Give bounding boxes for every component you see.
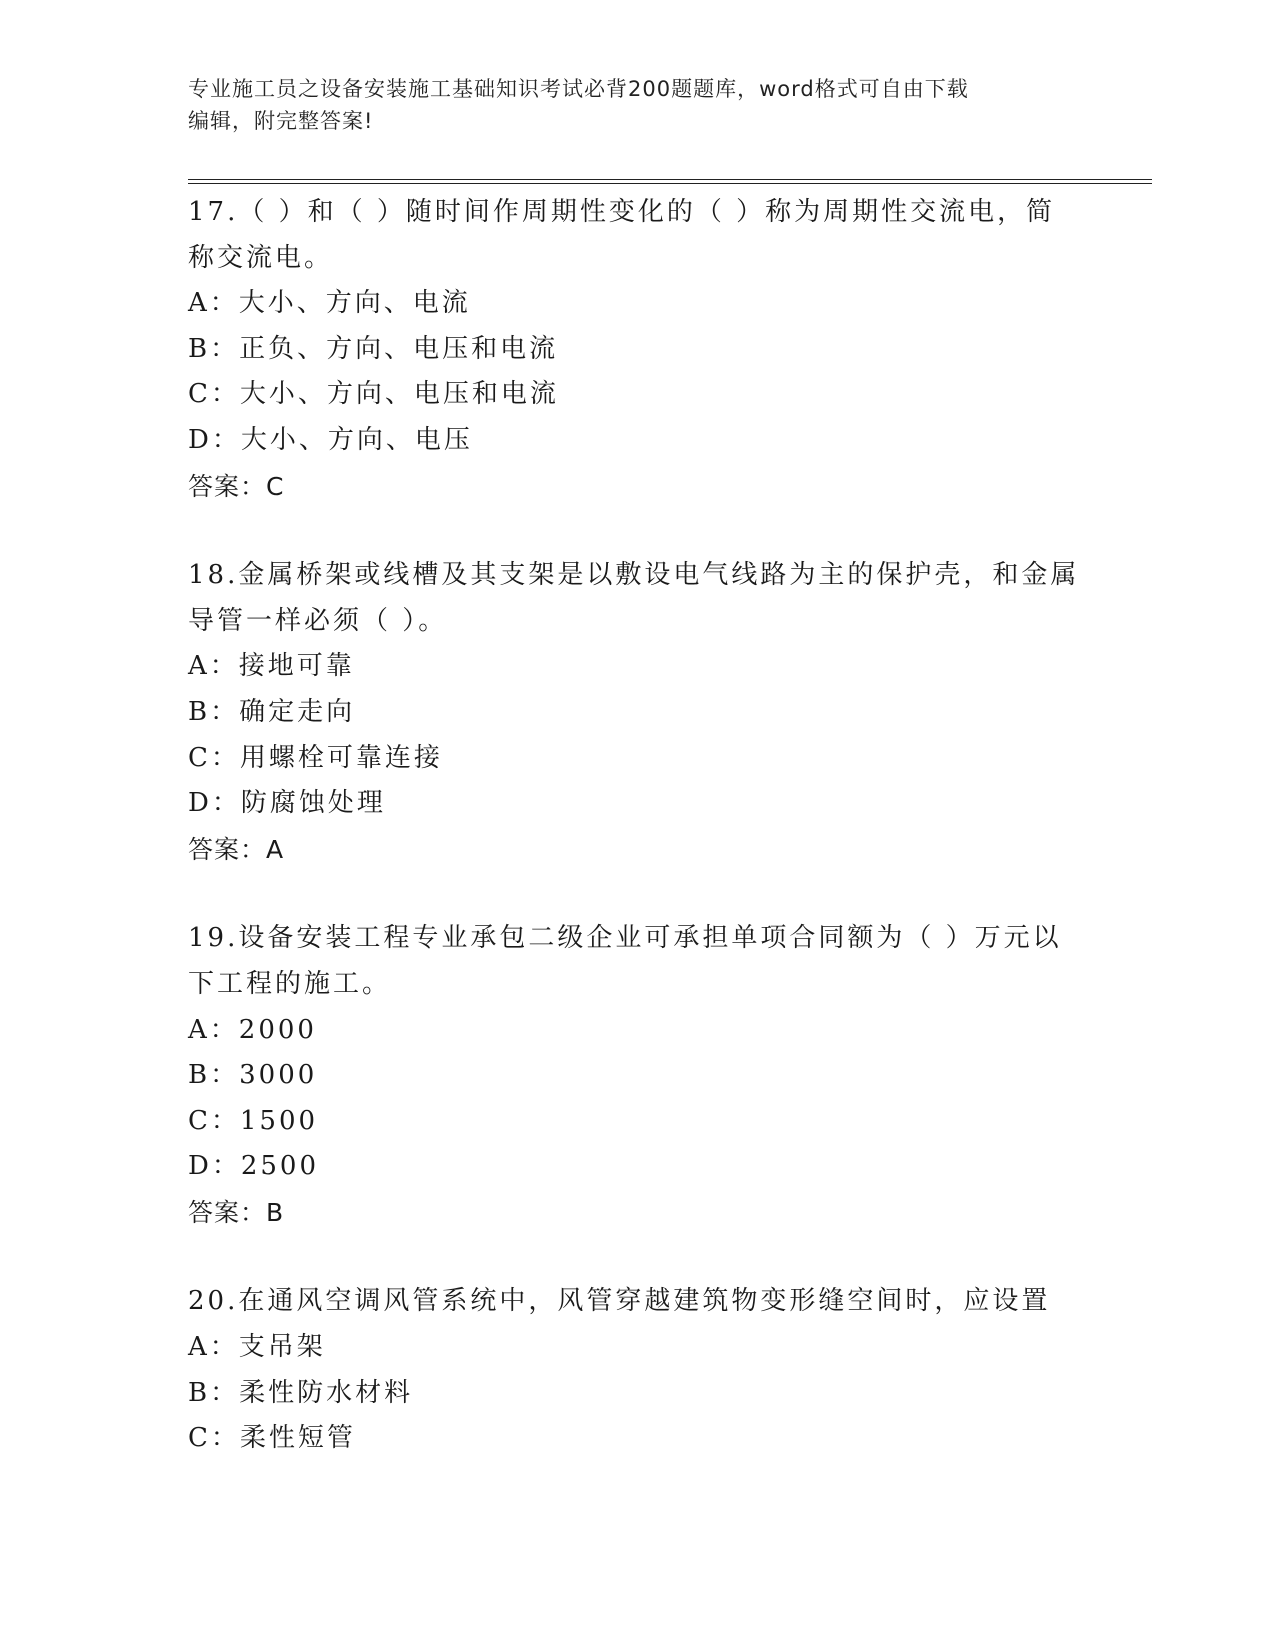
- question-stem-line: 20.在通风空调风管系统中，风管穿越建筑物变形缝空间时，应设置: [188, 1286, 1051, 1317]
- answer-label: 答案：B: [188, 1197, 285, 1227]
- option-b: B：正负、方向、电压和电流: [188, 333, 559, 364]
- option-d: D：2500: [188, 1151, 320, 1182]
- question-stem-line: 下工程的施工。: [188, 968, 392, 999]
- question-spacer: [188, 1235, 1088, 1279]
- option-c: C：柔性短管: [188, 1423, 356, 1454]
- document-header: [188, 73, 1088, 137]
- header-line-1: 专业施工员之设备安装施工基础知识考试必背200题题库，word格式可自由下载: [188, 77, 969, 101]
- header-line-2: 编辑，附完整答案!: [188, 109, 374, 133]
- question-stem-line: 导管一样必须（ ）。: [188, 605, 448, 636]
- option-c: C：用螺栓可靠连接: [188, 742, 443, 773]
- answer-label: 答案：A: [188, 834, 285, 864]
- question-stem-line: 17.（ ）和（ ）随时间作周期性变化的（ ）称为周期性交流电，简: [188, 197, 1056, 227]
- question-list: [188, 190, 1088, 1462]
- option-b: B：柔性防水材料: [188, 1377, 414, 1408]
- question-spacer: [188, 872, 1088, 916]
- option-c: C：大小、方向、电压和电流: [188, 379, 559, 410]
- option-d: D：防腐蚀处理: [188, 788, 386, 819]
- option-b: B：确定走向: [188, 696, 356, 727]
- question-stem-line: 19.设备安装工程专业承包二级企业可承担单项合同额为（ ）万元以: [188, 923, 1062, 954]
- option-a: A：接地可靠: [188, 651, 355, 682]
- question-20: [188, 1279, 1088, 1461]
- option-a: A：2000: [188, 1014, 317, 1045]
- question-spacer: [188, 509, 1088, 553]
- option-d: D：大小、方向、电压: [188, 424, 473, 455]
- header-divider-top: [188, 179, 1152, 180]
- option-a: A：大小、方向、电流: [188, 288, 471, 319]
- question-stem-line: 称交流电。: [188, 242, 334, 273]
- option-b: B：3000: [188, 1060, 318, 1091]
- option-c: C：1500: [188, 1105, 319, 1136]
- question-stem-line: 18.金属桥架或线槽及其支架是以敷设电气线路为主的保护壳，和金属: [188, 560, 1080, 591]
- answer-label: 答案：C: [188, 471, 285, 501]
- header-divider-bottom: [188, 183, 1152, 184]
- question-17: [188, 190, 1088, 509]
- question-18: [188, 553, 1088, 872]
- question-19: [188, 916, 1088, 1235]
- option-a: A：支吊架: [188, 1332, 326, 1363]
